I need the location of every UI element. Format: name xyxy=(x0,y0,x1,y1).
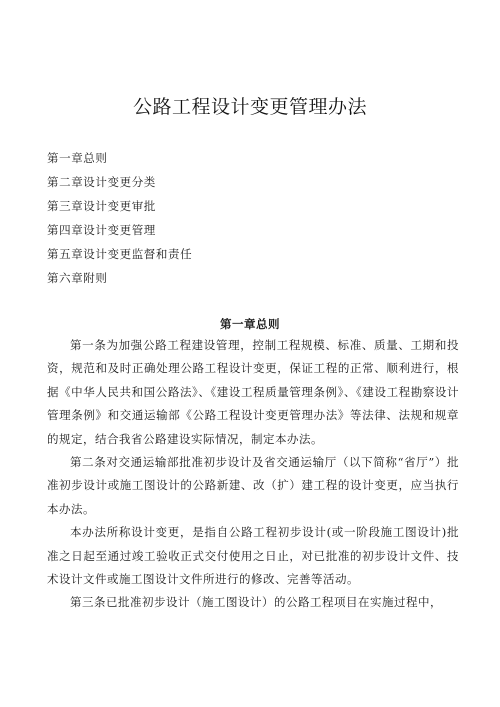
toc-item-chapter-1: 第一章总则 xyxy=(47,151,108,165)
table-of-contents xyxy=(47,146,192,290)
article-2-paragraph: 第二条对交通运输部批准初步设计及省交通运输厅（以下简称“省厅”）批准初步设计或施工图设计的公路新建、改（扩）建工程的设计变更，应当执行本办法。 xyxy=(47,455,459,516)
design-change-definition-paragraph: 本办法所称设计变更，是指自公路工程初步设计(或一阶段施工图设计)批准之日起至通过竣工验收正式交付使用之日止，对已批准的初步设计文件、技术设计文件或施工图设计文件所进行的修改、完善等活动。 xyxy=(47,525,459,587)
article-3-paragraph: 第三条已批准初步设计（施工图设计）的公路工程项目在实施过程中， xyxy=(70,595,442,610)
toc-item-chapter-6: 第六章附则 xyxy=(47,271,108,285)
toc-item-chapter-2: 第二章设计变更分类 xyxy=(47,175,156,189)
chapter-heading: 第一章总则 xyxy=(220,317,280,331)
document-title: 公路工程设计变更管理办法 xyxy=(132,96,367,118)
chapter-body xyxy=(47,334,459,615)
toc-item-chapter-4: 第四章设计变更管理 xyxy=(47,223,156,237)
article-1-paragraph: 第一条为加强公路工程建设管理，控制工程规模、标准、质量、工期和投资，规范和及时正确处理公路工程设计变更，保证工程的正常、顺利进行，根据《中华人民共和国公路法》、《建设工程质量管理条例》、《建设工程勘察设计管理条例》和交通运输部《公路工程设计变更管理办法》等法律、法规和规章的规定，结合我省公路建设实际情况，制定本办法。 xyxy=(47,338,459,446)
toc-item-chapter-5: 第五章设计变更监督和责任 xyxy=(47,247,193,261)
toc-item-chapter-3: 第三章设计变更审批 xyxy=(47,199,156,213)
